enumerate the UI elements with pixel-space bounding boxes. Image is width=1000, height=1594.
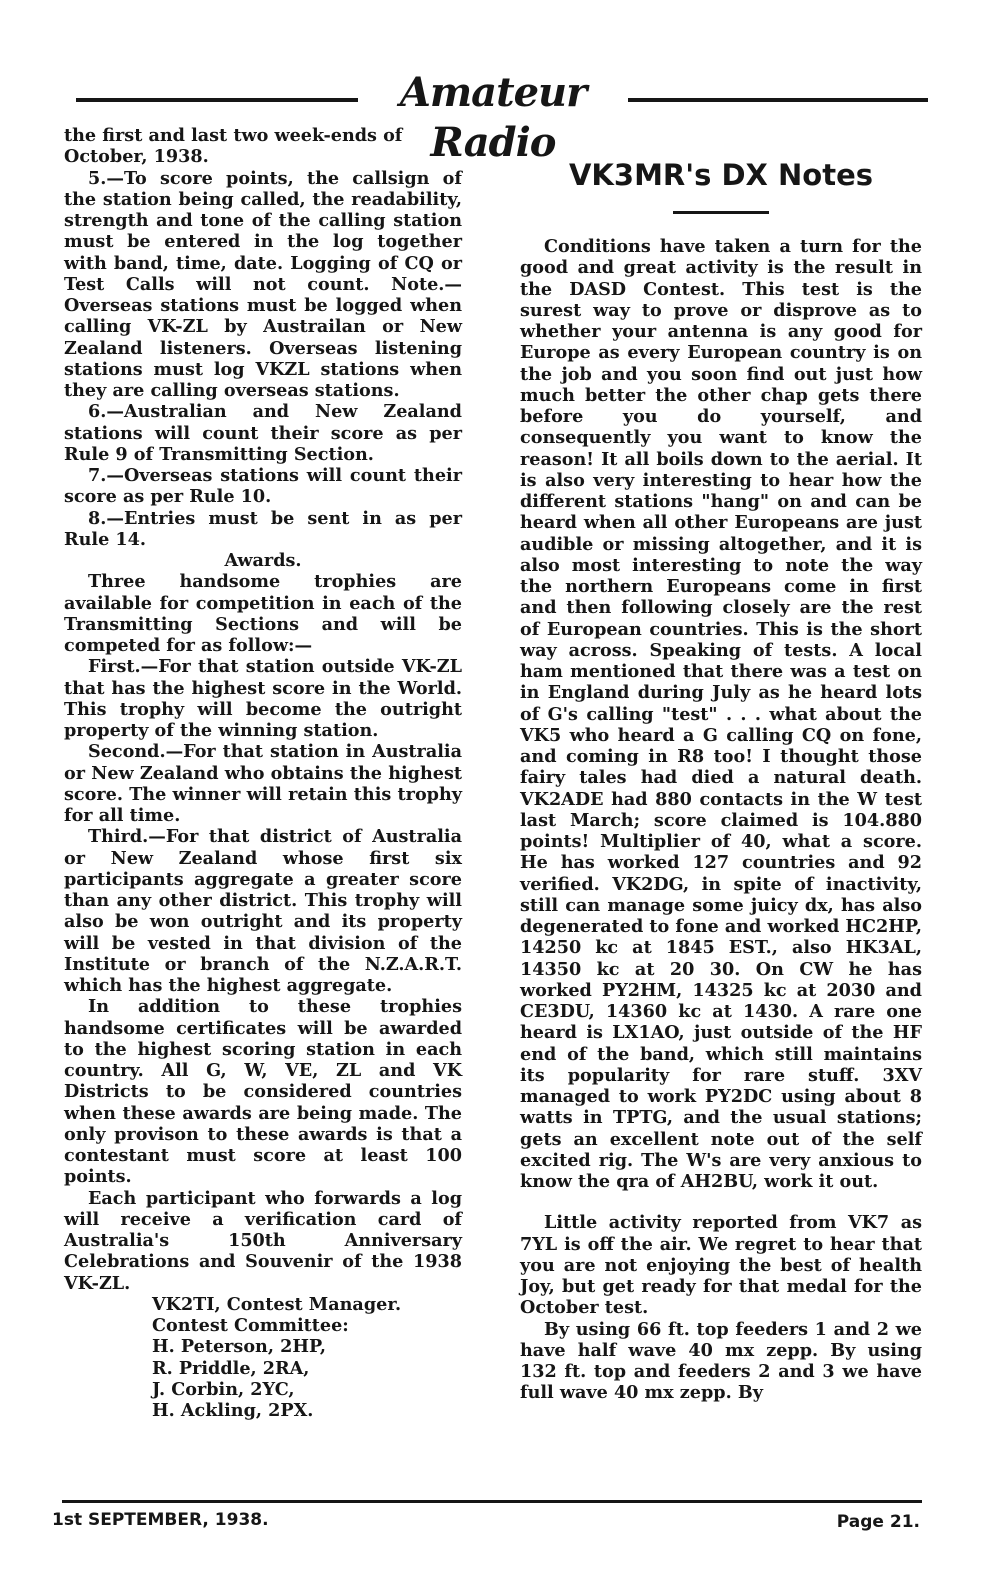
left-column: [64, 125, 462, 1421]
signature-line: J. Corbin, 2YC,: [152, 1378, 295, 1400]
awards-heading: Awards.: [224, 550, 302, 571]
paragraph-gap: [520, 1192, 922, 1212]
masthead-rule-right: [628, 98, 928, 102]
page-number: Page 21.: [836, 1512, 920, 1532]
right-column: [520, 157, 922, 1404]
issue-date: 1st SEPTEMBER, 1938.: [52, 1510, 269, 1530]
dx-notes-paragraph: Conditions have taken a turn for the good and great activity is the result in the DASD Contest. This test is the surest way to prove or disprove as to whether your antenna is any good for Europe as every European country is on the job and you soon find out just how much better the other chap gets there before you do yourself, and consequently you want to know the reason! It all boils down to the aerial. It is also very interesting to hear how the different stations "hang" on and can be heard when all other Europeans are just audible or missing altogether, and it is also most interesting to note the way the northern Europeans come in first and then following closely are the rest of European countries. This is the short way across. Speaking of tests. A local ham mentioned that there was a test on in England during July as he heard lots of G's calling "test" . . . what about the VK5 who heard a G calling CQ on fone, and coming in R8 too! I thought those fairy tales had died a natural death. VK2ADE had 880 contacts in the W test last March; score claimed is 104.880 points! Multiplier of 40, what a score. He has worked 127 countries and 92 verified. VK2DG, in spite of inactivity, still can manage some juicy dx, has also degenerated to fone and worked HC2HP, 14250 kc at 1845 EST., also HK3AL, 14350 kc at 20 30. On CW he has worked PY2HM, 14325 kc at 2030 and CE3DU, 14360 kc at 1430. A rare one heard is LX1AO, just outside of the HF end of the band, which still maintains its popularity for rare stuff. 3XV managed to work PY2DC using about 8 watts in TPTG, and the usual stations; gets an excellent note out of the self excited rig. The W's are very anxious to know the qra of AH2BU, work it out.: [520, 236, 922, 1192]
certificates-paragraph: In addition to these trophies handsome certificates will be awarded to the highest scoring station in each country. All G, W, VE, ZL and VK Districts to be considered countries when these awards are being made. The only provison to these awards is that a contestant must score at least 100 points.: [64, 996, 462, 1188]
award-second-paragraph: Second.—For that station in Australia or New Zealand who obtains the highest score. The winner will retain this trophy for all time.: [64, 741, 462, 826]
award-third-paragraph: Third.—For that district of Australia or New Zealand whose first six participants aggregate a greater score than any other district. This trophy will also be won outright and its property will be vested in that division of the Institute or branch of the N.Z.A.R.T. which has the highest aggregate.: [64, 826, 462, 996]
zepp-paragraph: By using 66 ft. top feeders 1 and 2 we have half wave 40 mx zepp. By using 132 ft. top and feeders 2 and 3 we have full wave 40 mx zepp. By: [520, 1318, 922, 1404]
article-title: VK3MR's DX Notes: [568, 158, 874, 192]
footer-rule: [62, 1500, 922, 1503]
signature-line: Contest Committee:: [152, 1315, 349, 1336]
signature-line: H. Ackling, 2PX.: [152, 1400, 314, 1421]
masthead-title: Amateur Radio: [399, 69, 587, 166]
rule-6-paragraph: 6.—Australian and New Zealand stations will count their score as per Rule 9 of Transmitting Section.: [64, 401, 462, 465]
title-rule: [673, 211, 769, 214]
signature-line: R. Priddle, 2RA,: [152, 1357, 310, 1379]
masthead-rule-left: [76, 98, 358, 102]
signature-line: VK2TI, Contest Manager.: [152, 1293, 402, 1315]
vk7-paragraph: Little activity reported from VK7 as 7YL is off the air. We regret to hear that you are not enjoying the best of health Joy, but get ready for that medal for the October test.: [520, 1212, 922, 1319]
paragraph: the first and last two week-ends of October, 1938.: [64, 125, 403, 168]
awards-paragraph: Three handsome trophies are available for competition in each of the Transmitting Sections and will be competed for as follow:—: [64, 571, 462, 656]
rule-7-paragraph: 7.—Overseas stations will count their score as per Rule 10.: [64, 465, 462, 508]
verification-paragraph: Each participant who forwards a log will receive a verification card of Australia's 150th Anniversary Celebrations and Souvenir of the 1938 VK-ZL.: [64, 1187, 462, 1294]
rule-8-paragraph: 8.—Entries must be sent in as per Rule 14.: [64, 507, 462, 550]
award-first-paragraph: First.—For that station outside VK-ZL that has the highest score in the World. This trophy will become the outright property of the winning station.: [64, 656, 462, 741]
rule-5-paragraph: 5.—To score points, the callsign of the station being called, the readability, strength and tone of the calling station must be entered in the log together with band, time, date. Logging of CQ or Test Calls will not count. Note.—Overseas stations must be logged when calling VK-ZL by Austrailan or New Zealand listeners. Overseas listening stations must log VKZL stations when they are calling overseas stations.: [64, 167, 462, 401]
signature-line: H. Peterson, 2HP,: [152, 1336, 327, 1358]
